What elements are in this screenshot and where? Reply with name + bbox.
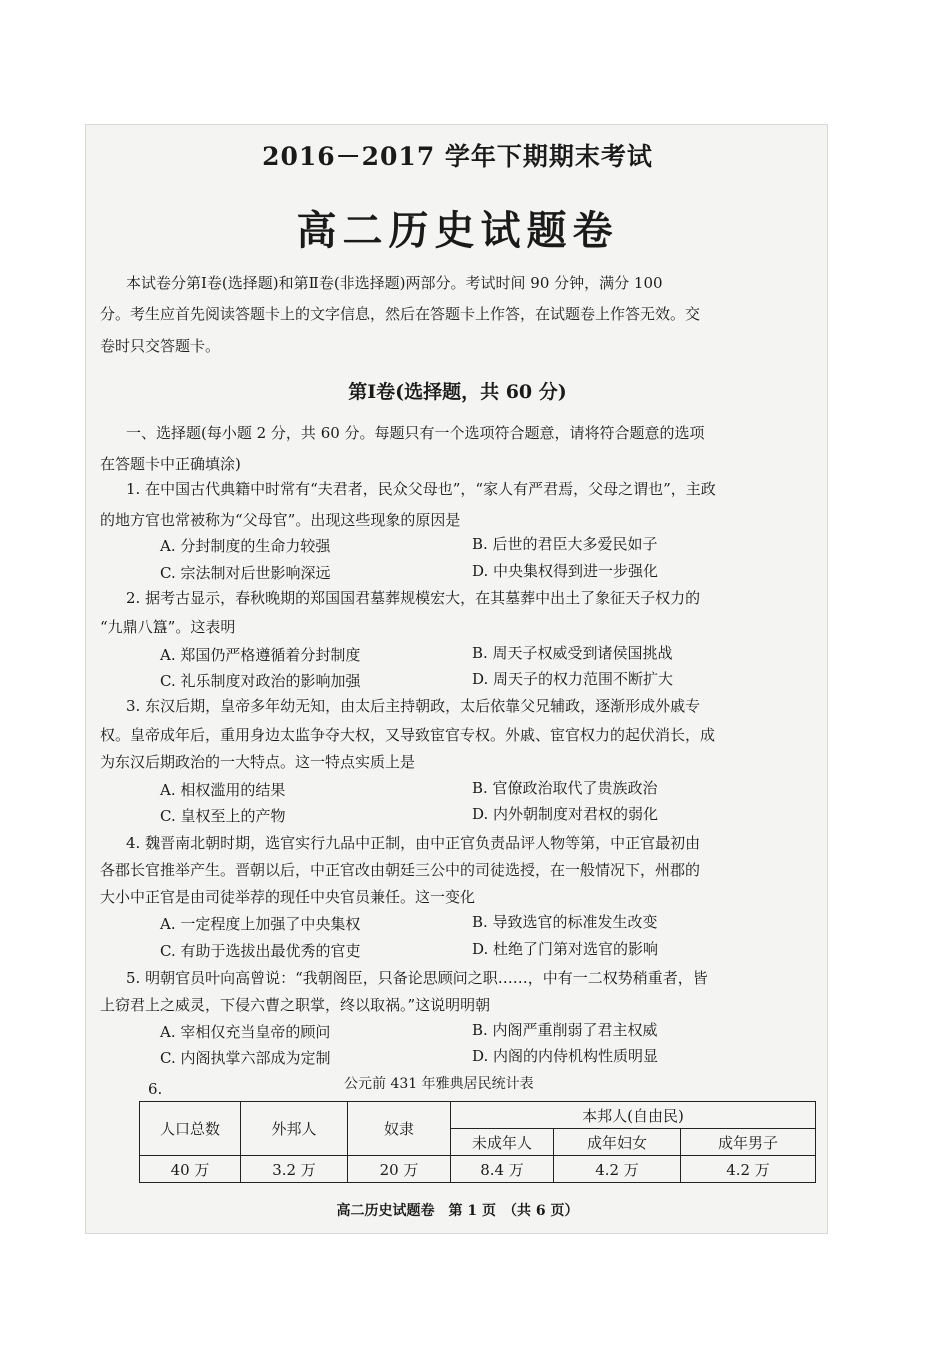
question-3-option-a: A. 相权滥用的结果: [160, 781, 286, 799]
question-3-stem-line-2: 权。皇帝成年后，重用身边太监争夺大权，又导致宦官专权。外戚、宦官权力的起伏消长，成: [100, 726, 716, 744]
question-5-option-a: A. 宰相仅充当皇帝的顾问: [160, 1023, 331, 1041]
question-4-option-d: D. 杜绝了门第对选官的影响: [472, 940, 659, 958]
value-slaves: 20 万: [348, 1156, 451, 1183]
question-1-stem-line-2: 的地方官也常被称为“父母官”。出现这些现象的原因是: [100, 511, 461, 529]
question-5-option-b: B. 内阁严重削弱了君主权威: [472, 1021, 658, 1039]
header-citizens: 本邦人(自由民): [451, 1102, 816, 1129]
paper-title: 高二历史试题卷: [296, 207, 619, 254]
section-intro-line-1: 一、选择题(每小题 2 分，共 60 分。每题只有一个选项符合题意，请将符合题意的选项: [126, 424, 705, 442]
question-1-stem-line-1: 1. 在中国古代典籍中时常有“夫君者，民众父母也”，“家人有严君焉，父母之谓也”，主政: [126, 480, 716, 498]
question-2-option-d: D. 周天子的权力范围不断扩大: [472, 670, 674, 688]
question-2-option-c: C. 礼乐制度对政治的影响加强: [160, 672, 361, 690]
question-4-option-c: C. 有助于选拔出最优秀的官吏: [160, 942, 361, 960]
question-2-stem-line-2: “九鼎八簋”。这表明: [100, 618, 236, 636]
question-4-stem-line-2: 各郡长官推举产生。晋朝以后，中正官改由朝廷三公中的司徒选授，在一般情况下，州郡的: [100, 861, 701, 879]
question-1-option-a: A. 分封制度的生命力较强: [160, 537, 331, 555]
value-adult-women: 4.2 万: [554, 1156, 681, 1183]
question-1-option-b: B. 后世的君臣大多爱民如子: [472, 535, 658, 553]
question-4-stem-line-3: 大小中正官是由司徒举荐的现任中央官员兼任。这一变化: [100, 888, 476, 906]
value-adult-men: 4.2 万: [681, 1156, 816, 1183]
instructions-line-2: 分。考生应首先阅读答题卡上的文字信息，然后在答题卡上作答，在试题卷上作答无效。交: [100, 305, 701, 323]
question-4-option-a: A. 一定程度上加强了中央集权: [160, 915, 361, 933]
table-title: 公元前 431 年雅典居民统计表: [344, 1076, 534, 1092]
exam-title: 2016－2017 学年下期期末考试: [262, 142, 653, 171]
exam-page: [85, 124, 828, 1234]
question-2-stem-line-1: 2. 据考古显示，春秋晚期的郑国国君墓葬规模宏大，在其墓葬中出土了象征天子权力的: [126, 589, 701, 607]
question-6-number: 6.: [148, 1080, 163, 1098]
question-1-option-c: C. 宗法制对后世影响深远: [160, 564, 331, 582]
value-minors: 8.4 万: [451, 1156, 554, 1183]
instructions-line-3: 卷时只交答题卡。: [100, 337, 221, 355]
question-3-stem-line-1: 3. 东汉后期，皇帝多年幼无知，由太后主持朝政，太后依靠父兄辅政，逐渐形成外戚专: [126, 697, 701, 715]
question-2-option-b: B. 周天子权威受到诸侯国挑战: [472, 644, 673, 662]
question-5-stem-line-2: 上窃君上之威灵，下侵六曹之职掌，终以取祸。”这说明明朝: [100, 996, 491, 1014]
population-table: [139, 1101, 816, 1183]
instructions-line-1: 本试卷分第Ⅰ卷(选择题)和第Ⅱ卷(非选择题)两部分。考试时间 90 分钟，满分 100: [126, 274, 663, 292]
question-3-option-b: B. 官僚政治取代了贵族政治: [472, 779, 658, 797]
value-foreigners: 3.2 万: [241, 1156, 348, 1183]
question-3-stem-line-3: 为东汉后期政治的一大特点。这一特点实质上是: [100, 753, 416, 771]
question-2-option-a: A. 郑国仍严格遵循着分封制度: [160, 646, 361, 664]
question-5-stem-line-1: 5. 明朝官员叶向高曾说：“我朝阁臣，只备论思顾问之职……，中有一二权势稍重者，皆: [126, 969, 708, 987]
question-3-option-d: D. 内外朝制度对君权的弱化: [472, 805, 659, 823]
question-1-option-d: D. 中央集权得到进一步强化: [472, 562, 659, 580]
header-adult-men: 成年男子: [681, 1129, 816, 1156]
table-row: [140, 1156, 816, 1183]
section-intro-line-2: 在答题卡中正确填涂): [100, 455, 241, 473]
header-slaves: 奴隶: [348, 1102, 451, 1156]
question-4-option-b: B. 导致选官的标准发生改变: [472, 913, 658, 931]
question-5-option-c: C. 内阁执掌六部成为定制: [160, 1049, 331, 1067]
question-3-option-c: C. 皇权至上的产物: [160, 807, 286, 825]
header-minors: 未成年人: [451, 1129, 554, 1156]
value-total: 40 万: [140, 1156, 241, 1183]
header-foreigners: 外邦人: [241, 1102, 348, 1156]
page-footer: 高二历史试题卷 第 1 页 （共 6 页）: [336, 1203, 579, 1219]
section-title: 第Ⅰ卷(选择题，共 60 分): [348, 381, 567, 403]
question-5-option-d: D. 内阁的内侍机构性质明显: [472, 1047, 659, 1065]
header-adult-women: 成年妇女: [554, 1129, 681, 1156]
header-total: 人口总数: [140, 1102, 241, 1156]
question-4-stem-line-1: 4. 魏晋南北朝时期，选官实行九品中正制，由中正官负责品评人物等第，中正官最初由: [126, 834, 701, 852]
